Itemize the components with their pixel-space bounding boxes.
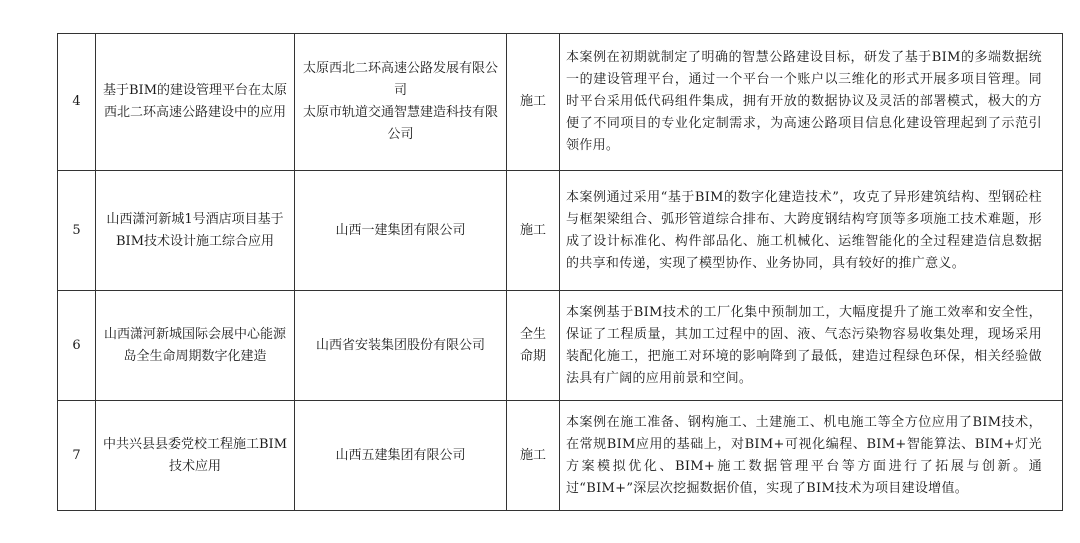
row-number: 5	[58, 171, 96, 291]
organization-line: 太原市轨道交通智慧建造科技有限公司	[302, 105, 498, 142]
organization	[295, 291, 507, 401]
project-name	[96, 171, 295, 291]
organization-line: 山西一建集团有限公司	[335, 222, 466, 238]
organization-line: 山西省安装集团股份有限公司	[315, 337, 485, 353]
stage-text: 施工	[519, 222, 546, 238]
project-name-text: 中共兴县县委党校工程施工BIM技术应用	[103, 436, 287, 474]
organization-line: 山西五建集团有限公司	[335, 447, 466, 463]
organization-line: 太原西北二环高速公路发展有限公司	[302, 61, 498, 98]
description	[560, 171, 1063, 291]
case-table	[57, 33, 1063, 511]
stage-text: 施工	[519, 94, 546, 109]
stage	[507, 171, 560, 291]
table-row	[58, 34, 1063, 171]
project-name	[96, 401, 295, 511]
organization	[295, 34, 507, 171]
description	[560, 291, 1063, 401]
organization	[295, 171, 507, 291]
row-number: 6	[58, 291, 96, 401]
stage-text: 全生命期	[519, 326, 546, 364]
project-name	[96, 34, 295, 171]
stage	[507, 401, 560, 511]
description-text: 本案例在初期就制定了明确的智慧公路建设目标，研发了基于BIM的多端数据统一的建设管理平台，通过一个平台一个账户以三维化的形式开展多项目管理。同时平台采用低代码组件集成，拥有开放的数据协议及灵活的部署模式，极大的方便了不同项目的专业化定制需求，为高速公路项目信息化建设管理起到了示范引领作用。	[566, 50, 1042, 153]
table-row	[58, 291, 1063, 401]
row-number: 4	[58, 34, 96, 171]
project-name	[96, 291, 295, 401]
project-name-text: 山西潇河新城1号酒店项目基于BIM技术设计施工综合应用	[106, 211, 284, 249]
description	[560, 401, 1063, 511]
table-row	[58, 171, 1063, 291]
stage	[507, 34, 560, 171]
description-text: 本案例在施工准备、钢构施工、土建施工、机电施工等全方位应用了BIM技术，在常规BIM应用的基础上，对BIM+可视化编程、BIM+智能算法、BIM+灯光方案模拟优化、BIM+施工数据管理平台等方面进行了拓展与创新。通过“BIM+”深层次挖掘数据价值，实现了BIM技术为项目建设增值。	[566, 414, 1042, 496]
row-number: 7	[58, 401, 96, 511]
description	[560, 34, 1063, 171]
description-text: 本案例通过采用“基于BIM的数字化建造技术”，攻克了异形建筑结构、型钢砼柱与框架梁组合、弧形管道综合排布、大跨度钢结构穹顶等多项施工技术难题，形成了设计标准化、构件部品化、施工机械化、运维智能化的全过程建造信息数据的共享和传递，实现了模型协作、业务协同，具有较好的推广意义。	[566, 189, 1042, 271]
stage	[507, 291, 560, 401]
project-name-text: 山西潇河新城国际会展中心能源岛全生命周期数字化建造	[103, 326, 286, 364]
organization	[295, 401, 507, 511]
description-text: 本案例基于BIM技术的工厂化集中预制加工，大幅度提升了施工效率和安全性，保证了工程质量，其加工过程中的固、液、气态污染物容易收集处理，现场采用装配化施工，把施工对环境的影响降到了最低，建造过程绿色环保，相关经验做法具有广阔的应用前景和空间。	[566, 304, 1042, 386]
stage-text: 施工	[519, 447, 546, 463]
table-row	[58, 401, 1063, 511]
project-name-text: 基于BIM的建设管理平台在太原西北二环高速公路建设中的应用	[103, 83, 287, 120]
